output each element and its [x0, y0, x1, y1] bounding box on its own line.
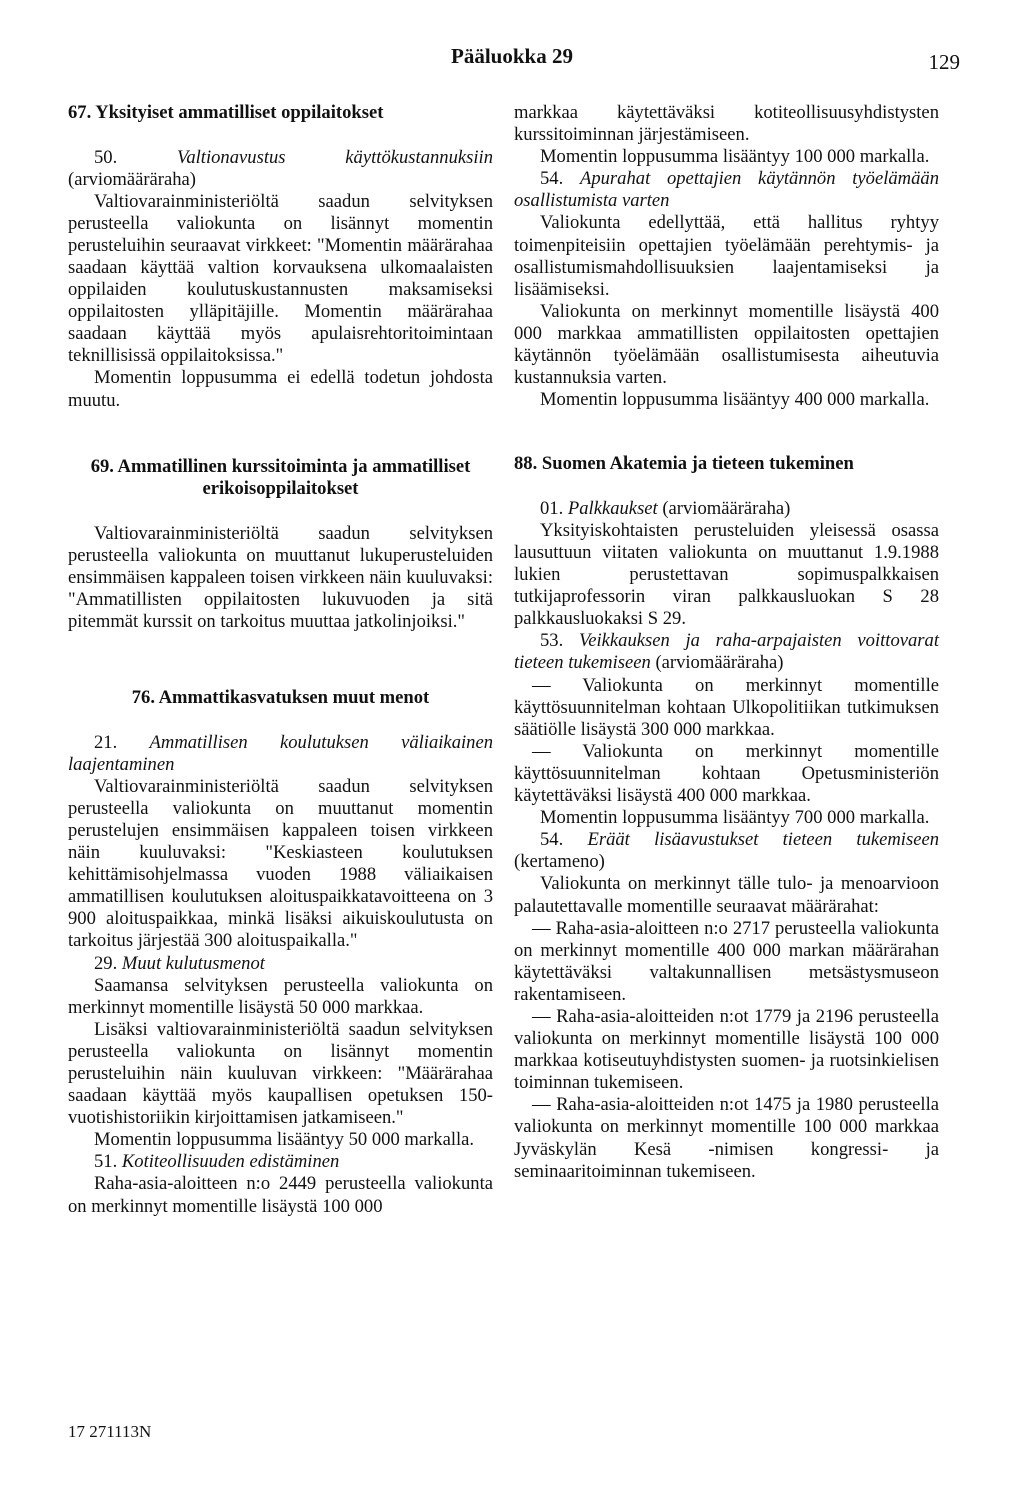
- page-number: 129: [928, 50, 960, 74]
- moment-51-number: 51.: [94, 1151, 122, 1173]
- moment-01-title: Palkkaukset: [567, 497, 658, 519]
- moment-53-number: 53.: [540, 630, 579, 652]
- left-column: [68, 102, 493, 1218]
- moment-21-number: 21.: [94, 731, 150, 753]
- moment-29-number: 29.: [94, 952, 122, 974]
- moment-29-title: Muut kulutusmenot: [121, 952, 265, 974]
- moment-54b-title-line: [514, 829, 939, 873]
- moment-54-number: 54.: [540, 168, 580, 190]
- moment-50-title: Valtionavustus käyttökustannuksiin: [177, 146, 493, 168]
- moment-53-type: (arviomääräraha): [650, 652, 784, 674]
- moment-54-paragraph-2: Valiokunta on merkinnyt momentille lisäystä 400 000 markkaa ammatillisten oppilaitosten opettajien käytännön työelämään osallistumisesta aiheutuvia kustannuksia varten.: [514, 300, 939, 389]
- moment-29-title-line: [68, 953, 493, 975]
- section-76-heading: 76. Ammattikasvatuksen muut menot: [131, 687, 430, 709]
- moment-50-type: (arviomääräraha): [68, 168, 196, 190]
- moment-50-title-line: [68, 147, 493, 191]
- running-header-title: Pääluokka 29: [451, 44, 573, 68]
- moment-51-title-line: [68, 1151, 493, 1173]
- moment-53-paragraph-3: Momentin loppusumma lisääntyy 700 000 markalla.: [540, 807, 930, 829]
- moment-01-title-line: [514, 498, 939, 520]
- moment-21-paragraph-1: Valtiovarainministeriöltä saadun selvityksen perusteella valiokunta on muuttanut momentin perustelujen ensimmäisen kappaleen toisen virkkeen näin kuuluvaksi: "Keskiasteen koulutuksen kehittämisohjelmassa vuoden 1988 väliaikaisen ammatillisen koulutuksen aloituspaikkatavoitteena on 3 900 aloituspaikkaa, minkä lisäksi aikuiskoulutusta on tarkoitus järjestää 300 aloituspaikalla.": [68, 775, 493, 952]
- section-69-paragraph-1: Valtiovarainministeriöltä saadun selvityksen perusteella valiokunta on muuttanut lukuperusteluiden ensimmäisen kappaleen toisen virkkeen näin kuuluvaksi: "Ammatillisten oppilaitosten lukuvuoden ja sitä pitemmät kurssit on tarkoitus muuttaa jatkolinjoiksi.": [68, 522, 493, 632]
- moment-51-title: Kotiteollisuuden edistäminen: [121, 1151, 340, 1173]
- moment-54b-bullet-3: — Raha-asia-aloitteiden n:ot 1475 ja 1980 perusteella valiokunta on merkinnyt momentille 100 000 markkaa Jyväskylän Kesä -nimisen kongressi- ja seminaaritoiminnan tukemiseen.: [514, 1094, 939, 1182]
- moment-53-bullet-1: — Valiokunta on merkinnyt momentille käyttösuunnitelman kohtaan Ulkopolitiikan tutkimuksen säätiölle lisäystä 300 000 markkaa.: [514, 674, 939, 740]
- moment-53-bullet-2: — Valiokunta on merkinnyt momentille käyttösuunnitelman kohtaan Opetusministeriön käytettäväksi lisäystä 400 000 markkaa.: [514, 740, 939, 807]
- moment-54-paragraph-3: Momentin loppusumma lisääntyy 400 000 markalla.: [540, 389, 930, 411]
- moment-54b-bullet-1: — Raha-asia-aloitteen n:o 2717 perusteella valiokunta on merkinnyt momentille 400 000 markan määrärahan käytettäväksi valtakunnallisen metsästysmuseon rakentamiseen.: [514, 917, 939, 1005]
- moment-21-title-line: [68, 732, 493, 776]
- print-code-footer: 17 271113N: [68, 1422, 152, 1441]
- moment-54b-bullet-2: — Raha-asia-aloitteiden n:ot 1779 ja 2196 perusteella valiokunta on merkinnyt momentille lisäystä 100 000 markkaa kotiseutuyhdistysten suomen- ja ruotsinkielisen toiminnan tukemiseen.: [514, 1005, 939, 1094]
- moment-54-paragraph-1: Valiokunta edellyttää, että hallitus ryhtyy toimenpiteisiin opettajien työelämään perehtymis- ja osallistumismahdollisuuksien laajentamiseksi ja lisäämiseksi.: [514, 212, 939, 300]
- moment-01-paragraph-1: Yksityiskohtaisten perusteluiden yleisessä osassa lausuttuun viitaten valiokunta on muuttanut 1.9.1988 lukien perustettavan sopimuspalkkaisen tutkijaprofessorin viran palkkausluokan S 28 palkkausluokaksi S 29.: [514, 519, 939, 630]
- moment-29-paragraph-1: Saamansa selvityksen perusteella valiokunta on merkinnyt momentille lisäystä 50 000 markkaa.: [68, 974, 493, 1018]
- moment-50-number: 50.: [94, 146, 178, 168]
- moment-29-paragraph-2: Lisäksi valtiovarainministeriöltä saadun selvityksen perusteella valiokunta on lisännyt momentin perusteluihin näin kuuluvan virkkeen: "Määrärahaa saadaan käyttää myös kaupallisen opetuksen 150-vuotishistoriikin kirjoittamisen jatkamiseen.": [68, 1018, 493, 1129]
- moment-29-paragraph-3: Momentin loppusumma lisääntyy 50 000 markalla.: [94, 1129, 475, 1151]
- moment-01-number: 01.: [540, 497, 568, 519]
- moment-21-title: Ammatillisen koulutuksen väliaikainen laajentaminen: [68, 731, 493, 775]
- moment-51-paragraph-1: Raha-asia-aloitteen n:o 2449 perusteella valiokunta on merkinnyt momentille lisäystä 100 000: [68, 1173, 493, 1217]
- moment-01-type: (arviomääräraha): [657, 497, 791, 519]
- section-88-heading: 88. Suomen Akatemia ja tieteen tukeminen: [514, 453, 854, 475]
- moment-54b-paragraph-1: Valiokunta on merkinnyt tälle tulo- ja menoarvioon palautettavalle momentille seuraavat määrärahat:: [514, 873, 939, 917]
- moment-50-paragraph-2: Momentin loppusumma ei edellä todetun johdosta muutu.: [68, 367, 493, 411]
- moment-51-continuation: markkaa käytettäväksi kotiteollisuusyhdistysten kurssitoiminnan järjestämiseen.: [514, 102, 939, 146]
- section-67-heading: 67. Yksityiset ammatilliset oppilaitokset: [68, 102, 384, 123]
- moment-53-title-line: [514, 630, 939, 674]
- moment-54b-title: Eräät lisäavustukset tieteen tukemiseen: [587, 829, 940, 851]
- moment-53-title: Veikkauksen ja raha-arpajaisten voittovarat tieteen tukemiseen: [514, 630, 939, 674]
- right-column: [514, 102, 939, 1183]
- moment-54-title: Apurahat opettajien käytännön työelämään osallistumista varten: [514, 168, 940, 212]
- moment-54b-number: 54.: [540, 829, 588, 851]
- moment-50-paragraph-1: Valtiovarainministeriöltä saadun selvityksen perusteella valiokunta on lisännyt momentin perusteluihin seuraavat virkkeet: "Momentin määrärahaa saadaan käyttää valtion korvauksena ulkomaalaisten oppilaiden koulutuskustannusten maksamiseksi oppilaitosten ylläpitäjille. Momentin määrärahaa saadaan käyttää myös apulaisrehtoritoimintaan teknillisissä oppilaitoksissa.": [68, 190, 493, 367]
- moment-51-paragraph-2: Momentin loppusumma lisääntyy 100 000 markalla.: [540, 146, 930, 168]
- moment-54b-type: (kertameno): [514, 851, 605, 873]
- moment-54-title-line: [514, 168, 939, 212]
- section-69-heading: 69. Ammatillinen kurssitoiminta ja ammatilliset erikoisoppilaitokset: [90, 455, 471, 500]
